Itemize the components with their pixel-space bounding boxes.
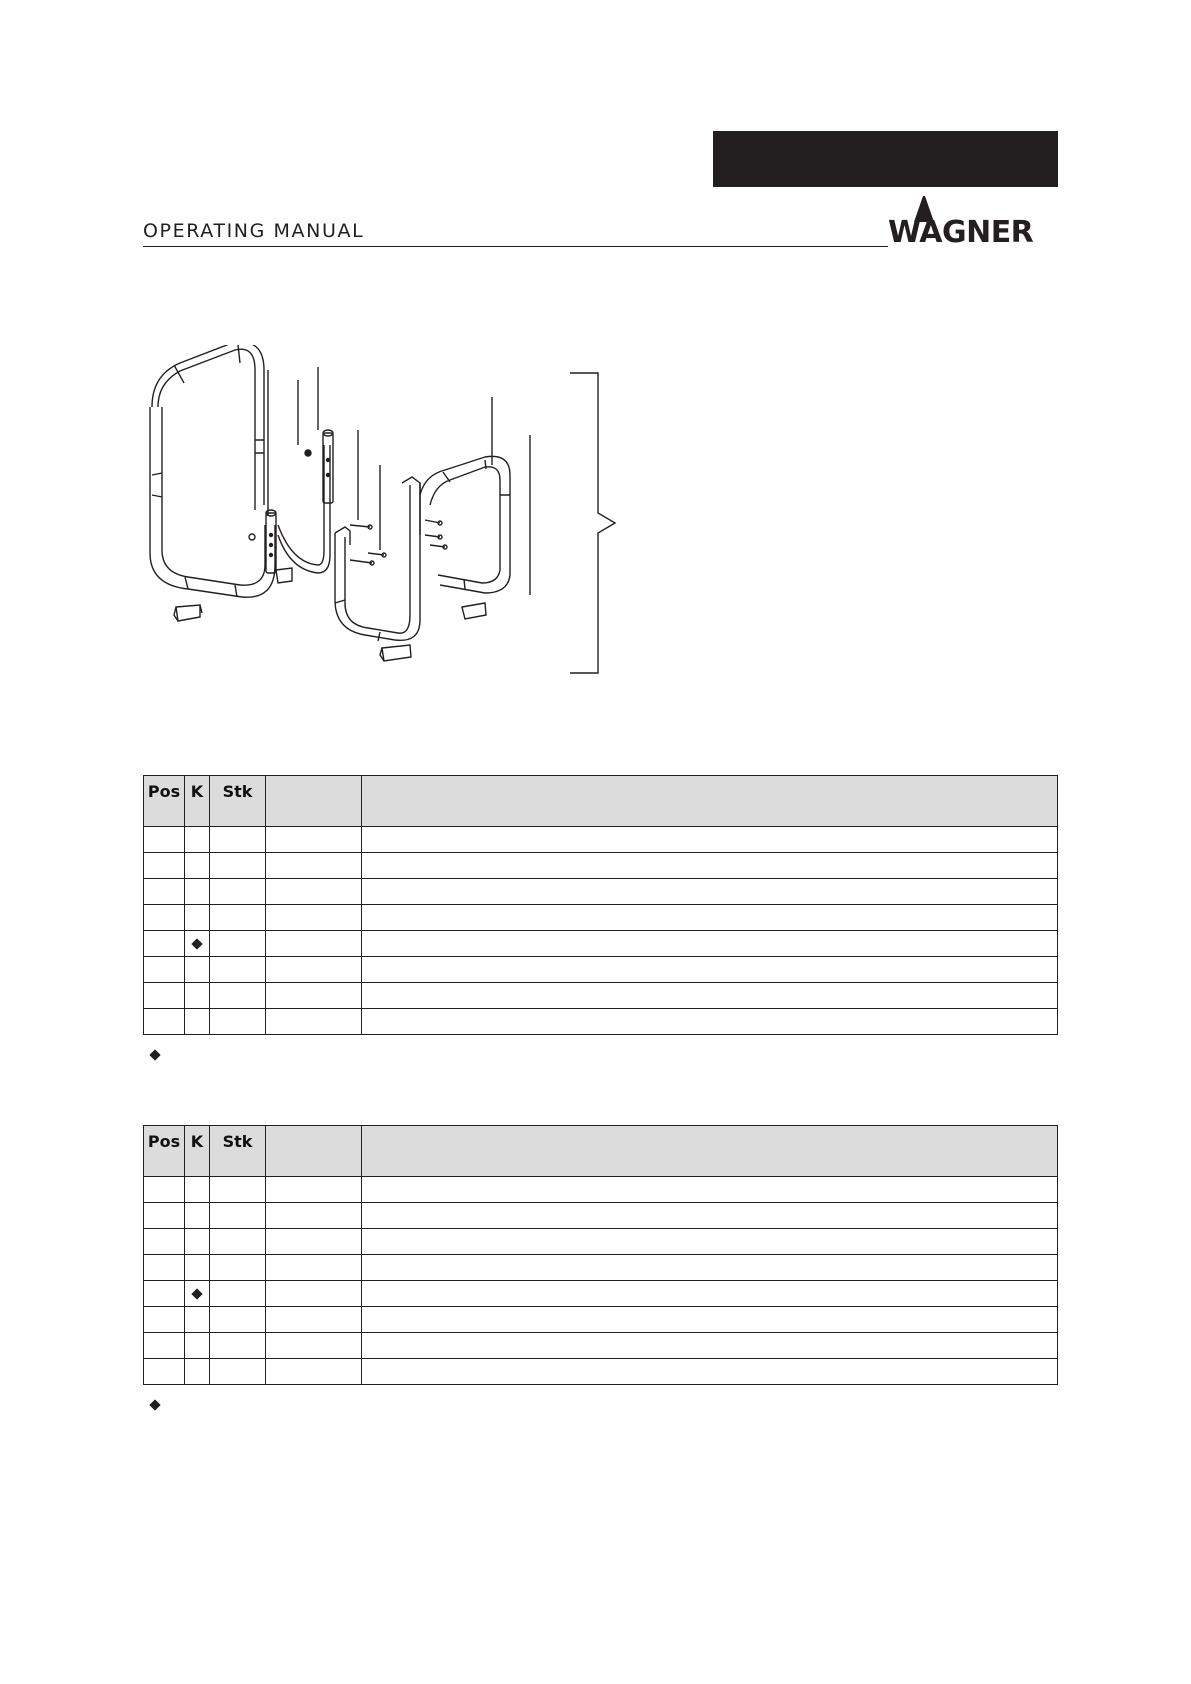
column-header-pos: Pos bbox=[144, 1126, 185, 1177]
wear-part-diamond-icon bbox=[191, 938, 202, 949]
table-row bbox=[144, 1177, 1058, 1203]
column-header-k: K bbox=[185, 776, 210, 827]
table-row bbox=[144, 1009, 1058, 1035]
table-row bbox=[144, 1333, 1058, 1359]
table-row bbox=[144, 931, 1058, 957]
table-row bbox=[144, 1307, 1058, 1333]
footnote-diamond-icon bbox=[149, 1049, 160, 1060]
table-row bbox=[144, 957, 1058, 983]
table-header-row bbox=[144, 776, 1058, 827]
column-header-order-number bbox=[266, 776, 362, 827]
table-row bbox=[144, 905, 1058, 931]
parts-table-1 bbox=[143, 775, 1058, 1035]
column-header-description bbox=[362, 776, 1058, 827]
table-row bbox=[144, 1359, 1058, 1385]
table-header-row bbox=[144, 1126, 1058, 1177]
header-title-bar bbox=[713, 131, 1058, 187]
column-header-order-number bbox=[266, 1126, 362, 1177]
table-row bbox=[144, 827, 1058, 853]
table-row bbox=[144, 853, 1058, 879]
table-row bbox=[144, 1255, 1058, 1281]
table-row bbox=[144, 1203, 1058, 1229]
column-header-description bbox=[362, 1126, 1058, 1177]
table-row bbox=[144, 879, 1058, 905]
table-row bbox=[144, 1229, 1058, 1255]
wagner-logo bbox=[888, 196, 1058, 248]
footnote-diamond-icon bbox=[149, 1399, 160, 1410]
parts-table-2 bbox=[143, 1125, 1058, 1385]
table-row bbox=[144, 983, 1058, 1009]
column-header-pos: Pos bbox=[144, 776, 185, 827]
column-header-stk: Stk bbox=[210, 776, 266, 827]
header-rule bbox=[143, 246, 888, 247]
exploded-view-drawing bbox=[140, 345, 660, 745]
wear-part-diamond-icon bbox=[191, 1288, 202, 1299]
column-header-stk: Stk bbox=[210, 1126, 266, 1177]
column-header-k: K bbox=[185, 1126, 210, 1177]
table-row bbox=[144, 1281, 1058, 1307]
manual-title: OPERATING MANUAL bbox=[143, 220, 365, 242]
logo-wordmark: WAGNER bbox=[888, 215, 1034, 250]
